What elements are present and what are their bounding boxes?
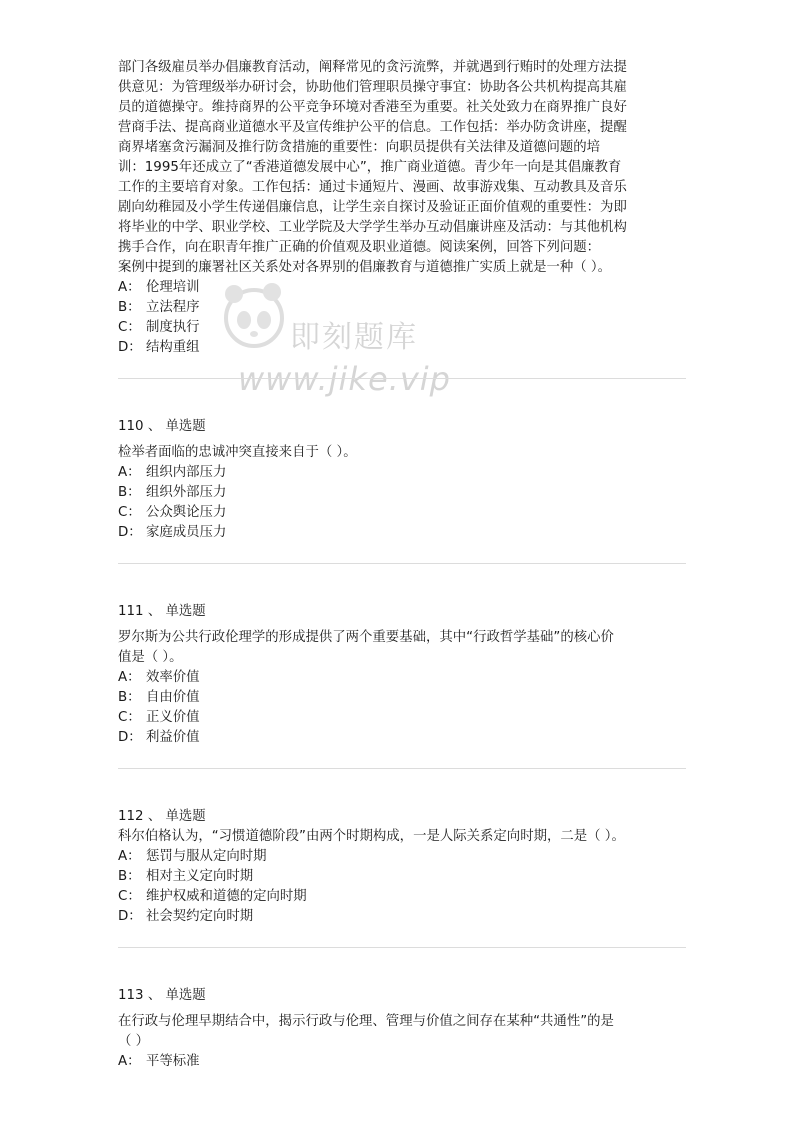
exam-page [118, 58, 688, 1072]
question-header: 113 、 单选题 [118, 988, 206, 1003]
option-c[interactable]: C： 正义价值 [118, 710, 200, 725]
question-stem: 检举者面临的忠诚冲突直接来自于（ ）。 [118, 445, 357, 460]
passage-line: 将毕业的中学、职业学校、工业学院及大学学生举办互动倡廉讲座及活动：与其他机构 [118, 220, 627, 235]
passage-line: 营商手法、提高商业道德水平及宣传维护公平的信息。工作包括：举办防贪讲座，提醒 [118, 120, 627, 135]
case-passage [118, 58, 688, 278]
option-a[interactable]: A： 组织内部压力 [118, 465, 227, 480]
question-110 [118, 417, 688, 543]
question-header: 110 、 单选题 [118, 419, 206, 434]
option-d[interactable]: D： 社会契约定向时期 [118, 909, 254, 924]
question-112 [118, 807, 688, 927]
option-d[interactable]: D： 利益价值 [118, 730, 200, 745]
passage-line: 工作的主要培育对象。工作包括：通过卡通短片、漫画、故事游戏集、互动教具及音乐 [118, 180, 627, 195]
option-list [118, 278, 688, 358]
option-d[interactable]: D： 家庭成员压力 [118, 525, 227, 540]
watermark-url: www.jike.vip [238, 360, 451, 398]
option-d[interactable]: D： 结构重组 [118, 340, 200, 355]
passage-line: 商界堵塞贪污漏洞及推行防贪措施的重要性：向职员提供有关法律及道德问题的培 [118, 140, 601, 155]
question-header: 111 、 单选题 [118, 604, 206, 619]
option-c[interactable]: C： 维护权威和道德的定向时期 [118, 889, 307, 904]
passage-line: 携手合作，向在职青年推广正确的价值观及职业道德。阅读案例，回答下列问题： [118, 240, 601, 255]
passage-line: 剧向幼稚园及小学生传递倡廉信息，让学生亲自探讨及验证正面价值观的重要性：为即 [118, 200, 627, 215]
question-stem: 科尔伯格认为，“习惯道德阶段”由两个时期构成，一是人际关系定向时期，二是（ ）。 [118, 829, 625, 844]
passage-line: 供意见：为管理级举办研讨会，协助他们管理职员操守事宜：协助各公共机构提高其雇 [118, 80, 627, 95]
passage-line: 部门各级雇员举办倡廉教育活动，阐释常见的贪污流弊，并就遇到行贿时的处理方法提 [118, 60, 627, 75]
option-b[interactable]: B： 相对主义定向时期 [118, 869, 254, 884]
question-header: 112 、 单选题 [118, 809, 206, 824]
watermark-brand: 即刻题库 [290, 320, 418, 355]
option-a[interactable]: A： 效率价值 [118, 670, 200, 685]
option-b[interactable]: B： 组织外部压力 [118, 485, 227, 500]
option-c[interactable]: C： 公众舆论压力 [118, 505, 227, 520]
question-stem: 在行政与伦理早期结合中，揭示行政与伦理、管理与价值之间存在某种“共通性”的是 [118, 1014, 614, 1029]
question-stem: （ ） [118, 1034, 150, 1049]
question-111 [118, 602, 688, 748]
question-stem: 案例中提到的廉署社区关系处对各界别的倡廉教育与道德推广实质上就是一种（ ）。 [118, 260, 612, 275]
question-stem: 值是（ ）。 [118, 650, 183, 665]
option-a[interactable]: A： 伦理培训 [118, 280, 200, 295]
question-stem: 罗尔斯为公共行政伦理学的形成提供了两个重要基础，其中“行政哲学基础”的核心价 [118, 630, 614, 645]
question-113 [118, 986, 688, 1072]
option-a[interactable]: A： 惩罚与服从定向时期 [118, 849, 267, 864]
option-a[interactable]: A： 平等标准 [118, 1054, 200, 1069]
option-b[interactable]: B： 立法程序 [118, 300, 200, 315]
option-b[interactable]: B： 自由价值 [118, 690, 200, 705]
option-c[interactable]: C： 制度执行 [118, 320, 200, 335]
passage-line: 训：1995年还成立了“香港道德发展中心”，推广商业道德。青少年一向是其倡廉教育 [118, 160, 622, 175]
passage-line: 员的道德操守。维持商界的公平竞争环境对香港至为重要。社关处致力在商界推广良好 [118, 100, 627, 115]
